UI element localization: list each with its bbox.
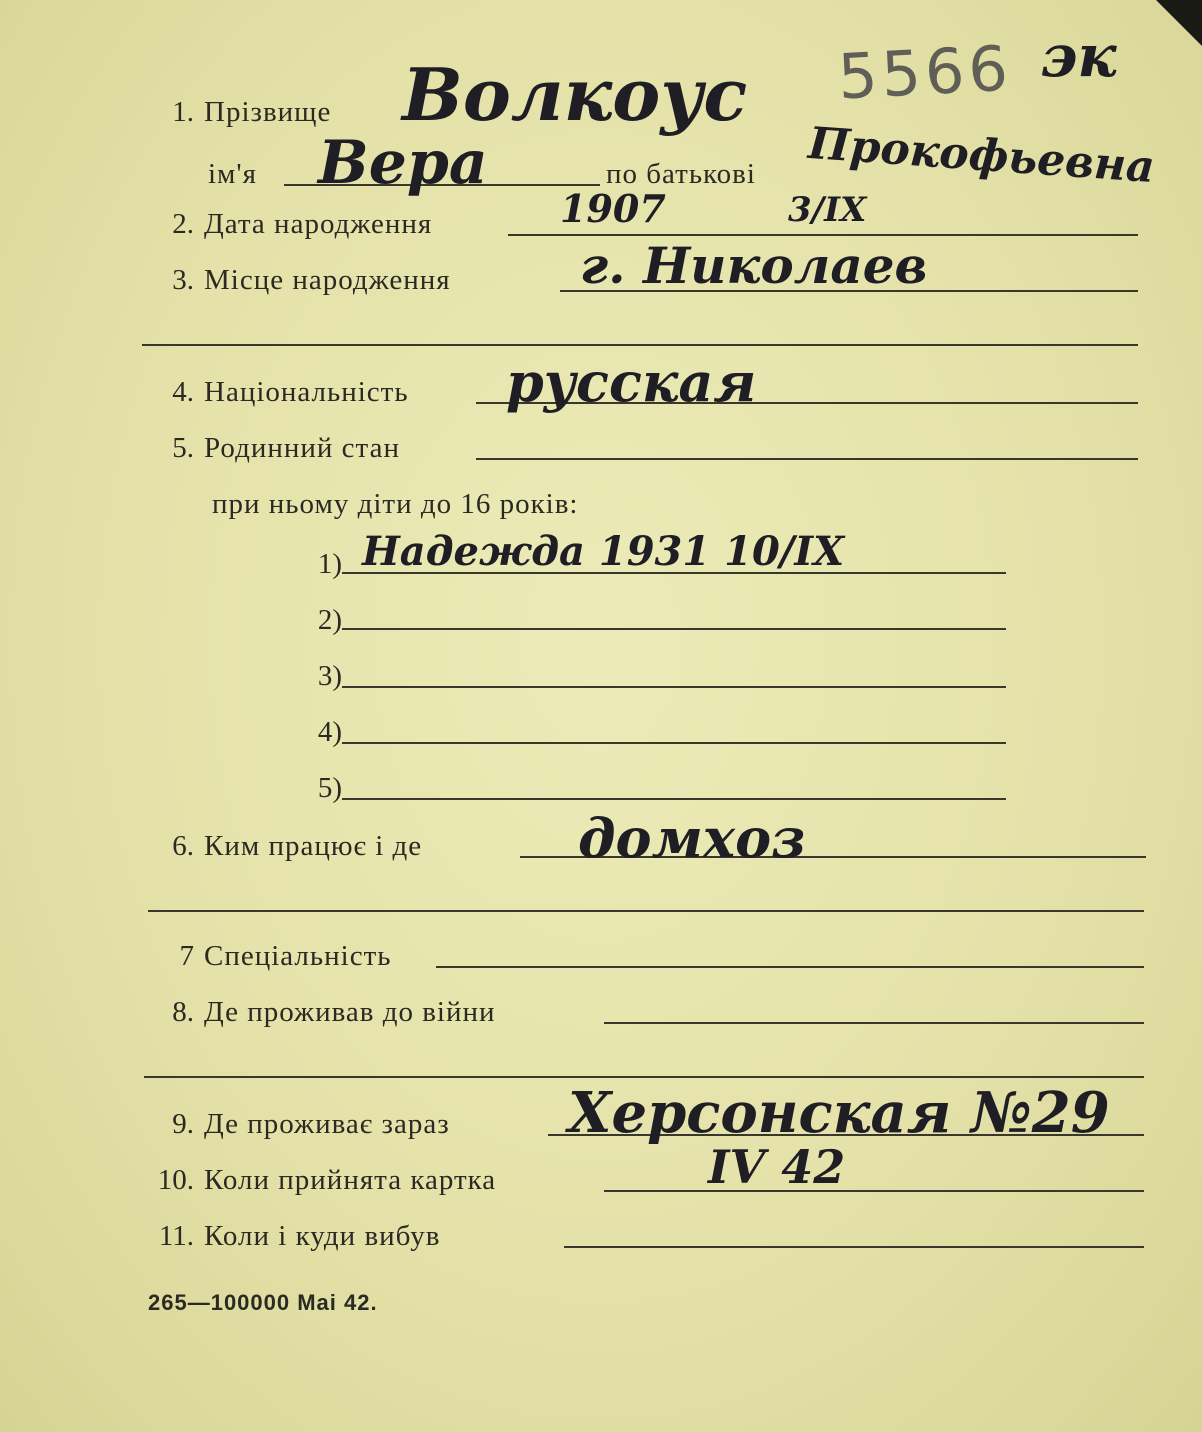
specialty-line	[436, 966, 1144, 968]
marital-status-label: Родинний стан	[204, 432, 400, 464]
field-5-number: 5.	[172, 432, 194, 464]
field-10-number: 10.	[157, 1164, 194, 1196]
field-9-number: 9.	[172, 1108, 194, 1140]
surname-value: Волкоус	[402, 52, 748, 137]
field-3-number: 3.	[172, 264, 194, 296]
child-4-line	[342, 742, 1006, 744]
field-7-number: 7	[179, 940, 194, 972]
child-1-number: 1)	[317, 548, 342, 580]
children-label: при ньому діти до 16 років:	[212, 488, 579, 520]
child-3-number: 3)	[317, 660, 342, 692]
torn-corner	[1156, 0, 1202, 46]
marital-status-line	[476, 458, 1138, 460]
child-2-number: 2)	[317, 604, 342, 636]
name-label: ім'я	[208, 158, 257, 190]
departure-label: Коли і куди вибув	[204, 1220, 441, 1252]
field-4-number: 4.	[172, 376, 194, 408]
card-accepted-line	[604, 1190, 1144, 1192]
occupation-line-2	[148, 910, 1144, 912]
surname-label: Прізвище	[204, 96, 332, 128]
card-mark: эк	[1040, 22, 1117, 90]
child-2-line	[342, 628, 1006, 630]
patronymic-label: по батькові	[606, 158, 756, 190]
birth-place-label: Місце народження	[204, 264, 451, 296]
birth-place-line-2	[142, 344, 1138, 346]
nationality-value: русская	[506, 350, 757, 414]
current-residence-value: Херсонская №29	[568, 1080, 1110, 1146]
occupation-value: домхоз	[578, 806, 806, 870]
card-accepted-value: IV 42	[708, 1140, 846, 1194]
card-accepted-label: Коли прийнята картка	[204, 1164, 497, 1196]
child-1-value: Надежда 1931 10/IX	[362, 528, 845, 575]
birth-date-label: Дата народження	[204, 208, 433, 240]
current-residence-label: Де проживає зараз	[204, 1108, 450, 1140]
prewar-residence-line	[604, 1022, 1144, 1024]
occupation-label: Ким працює і де	[204, 830, 423, 862]
print-run-footer: 265—100000 Mai 42.	[148, 1290, 378, 1315]
field-6-number: 6.	[172, 830, 194, 862]
specialty-label: Спеціальність	[204, 940, 392, 972]
birth-place-value: г. Николаев	[580, 236, 928, 295]
field-8-number: 8.	[172, 996, 194, 1028]
departure-line	[564, 1246, 1144, 1248]
child-5-number: 5)	[317, 772, 342, 804]
name-value: Вера	[318, 128, 488, 198]
field-2-number: 2.	[172, 208, 194, 240]
card-number: 5566	[836, 31, 1014, 114]
patronymic-value: Прокофьевна	[806, 117, 1157, 194]
birth-day-value: 3/IX	[788, 190, 867, 230]
nationality-label: Національність	[204, 376, 409, 408]
prewar-residence-label: Де проживав до війни	[204, 996, 496, 1028]
child-5-line	[342, 798, 1006, 800]
birth-year-value: 1907	[560, 186, 666, 231]
child-4-number: 4)	[317, 716, 342, 748]
field-11-number: 11.	[158, 1220, 194, 1252]
child-3-line	[342, 686, 1006, 688]
field-1-number: 1.	[172, 96, 194, 128]
prewar-residence-line-2	[144, 1076, 1144, 1078]
